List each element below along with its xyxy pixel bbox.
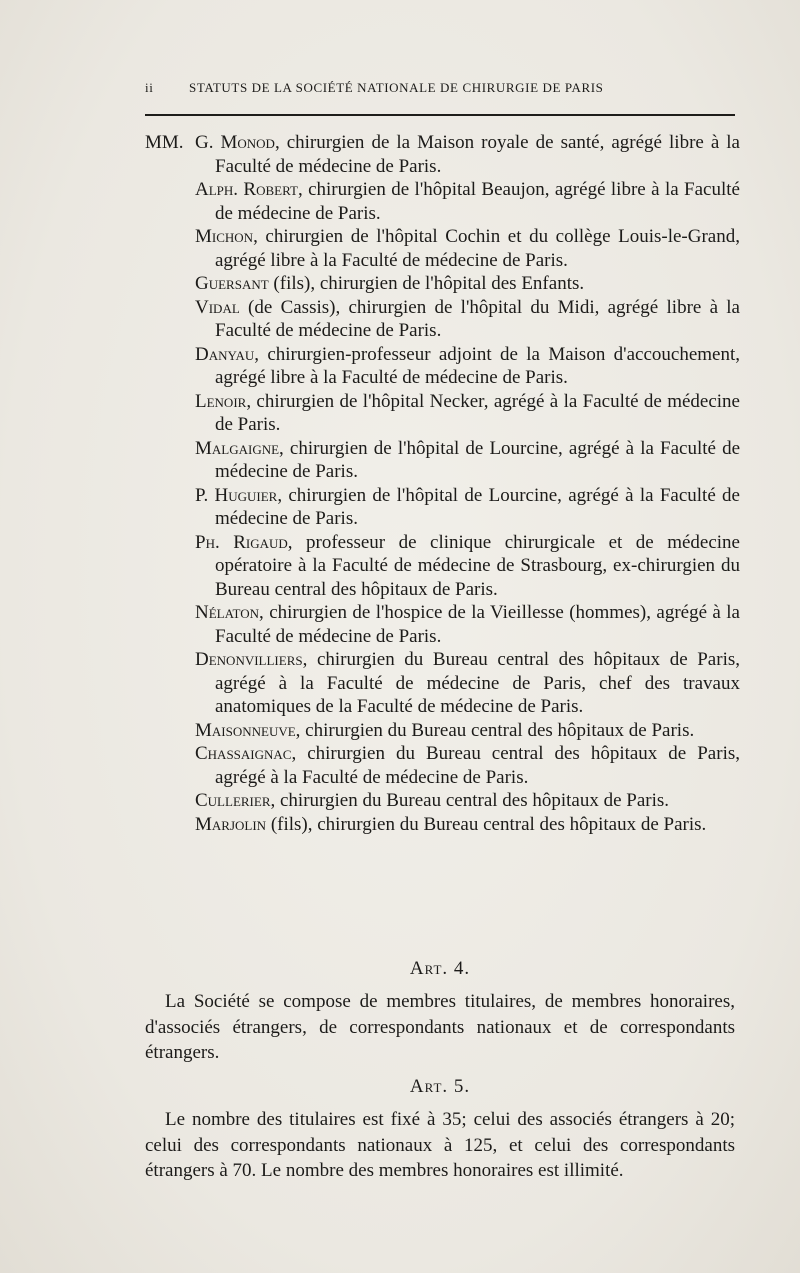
member-entry xyxy=(195,178,740,225)
member-description: , chirurgien du Bureau central des hôpitaux de Paris. xyxy=(270,790,670,811)
member-name: G. Monod xyxy=(195,132,275,153)
member-description: , chirurgien de la Maison royale de santé, agrégé libre à la Faculté de médecine de Paris. xyxy=(215,132,740,177)
member-entry xyxy=(195,131,740,178)
member-description: , chirurgien du Bureau central des hôpitaux de Paris, agrégé à la Faculté de médecine de Paris, chef des travaux anatomiques de la Faculté de médecine de Paris. xyxy=(215,649,740,717)
member-entry xyxy=(195,531,740,602)
member-description: (fils), chirurgien de l'hôpital des Enfants. xyxy=(268,273,585,294)
member-entry xyxy=(195,601,740,648)
member-description: , professeur de clinique chirurgicale et de médecine opératoire à la Faculté de médecine de Strasbourg, ex-chirurgien du Bureau central des hôpitaux de Paris. xyxy=(215,531,740,600)
member-name: Chassaignac xyxy=(195,743,292,764)
member-name: Lenoir xyxy=(195,390,247,412)
member-name: Ph. Rigaud xyxy=(195,531,288,553)
member-description: , chirurgien de l'hôpital Beaujon, agrégé libre à la Faculté de médecine de Paris. xyxy=(215,179,740,224)
member-name: Alph. Robert xyxy=(195,179,298,200)
member-description: , chirurgien du Bureau central des hôpitaux de Paris. xyxy=(295,719,695,741)
article-5-text: Le nombre des titulaires est fixé à 35; celui des associés étrangers à 20; celui des correspondants nationaux à 125, et celui des correspondants étrangers à 70. Le nombre des membres honoraires est illimité. xyxy=(145,1109,735,1181)
member-list xyxy=(145,131,740,836)
member-entry xyxy=(195,719,740,743)
member-name: Cullerier xyxy=(195,790,271,811)
member-description: , chirurgien de l'hôpital Necker, agrégé à la Faculté de médecine de Paris. xyxy=(215,390,740,435)
member-description: , chirurgien du Bureau central des hôpitaux de Paris, agrégé à la Faculté de médecine de Paris. xyxy=(215,743,740,788)
member-description: (fils), chirurgien du Bureau central des hôpitaux de Paris. xyxy=(266,813,707,835)
page-number: ii xyxy=(145,80,154,95)
member-entry xyxy=(195,225,740,272)
article-4-text: La Société se compose de membres titulaires, de membres honoraires, d'associés étrangers, de correspondants nationaux et de correspondants étrangers. xyxy=(145,991,735,1063)
member-name: Danyau xyxy=(195,343,255,365)
member-entry xyxy=(195,484,740,531)
member-description: , chirurgien de l'hôpital Cochin et du collège Louis-le-Grand, agrégé libre à la Faculté de médecine de Paris. xyxy=(215,226,740,271)
article-5-heading: Art. 5. xyxy=(409,1076,471,1097)
member-entry xyxy=(195,789,740,813)
member-name: Marjolin xyxy=(195,813,267,835)
article-4-heading: Art. 4. xyxy=(409,958,471,979)
members-prefix: MM. xyxy=(145,132,184,153)
member-name: Guersant xyxy=(195,273,269,294)
member-entry xyxy=(195,813,740,837)
member-entry xyxy=(195,648,740,719)
member-description: (de Cassis), chirurgien de l'hôpital du Midi, agrégé libre à la Faculté de médecine de Paris. xyxy=(215,296,740,341)
member-name: Malgaigne xyxy=(195,437,280,459)
member-name: Maisonneuve xyxy=(195,719,296,741)
member-description: , chirurgien de l'hôpital de Lourcine, agrégé à la Faculté de médecine de Paris. xyxy=(215,437,740,482)
member-entry xyxy=(195,390,740,437)
member-description: , chirurgien-professeur adjoint de la Maison d'accouchement, agrégé libre à la Faculté de médecine de Paris. xyxy=(215,343,740,388)
member-description: , chirurgien de l'hospice de la Vieillesse (hommes), agrégé à la Faculté de médecine de Paris. xyxy=(215,602,740,647)
member-description: , chirurgien de l'hôpital de Lourcine, agrégé à la Faculté de médecine de Paris. xyxy=(215,484,740,529)
running-title: STATUTS DE LA SOCIÉTÉ NATIONALE DE CHIRURGIE DE PARIS xyxy=(189,80,604,95)
header-rule xyxy=(145,114,735,116)
member-entry xyxy=(195,296,740,343)
member-name: Vidal xyxy=(195,296,240,318)
member-entry xyxy=(195,742,740,789)
member-entry xyxy=(195,343,740,390)
page-header xyxy=(145,80,735,102)
member-entry xyxy=(195,272,740,296)
member-name: Michon xyxy=(195,226,254,247)
member-name: Nélaton xyxy=(195,602,260,623)
member-name: Denonvilliers xyxy=(195,649,303,670)
member-entry xyxy=(195,437,740,484)
member-name: P. Huguier xyxy=(195,484,278,506)
